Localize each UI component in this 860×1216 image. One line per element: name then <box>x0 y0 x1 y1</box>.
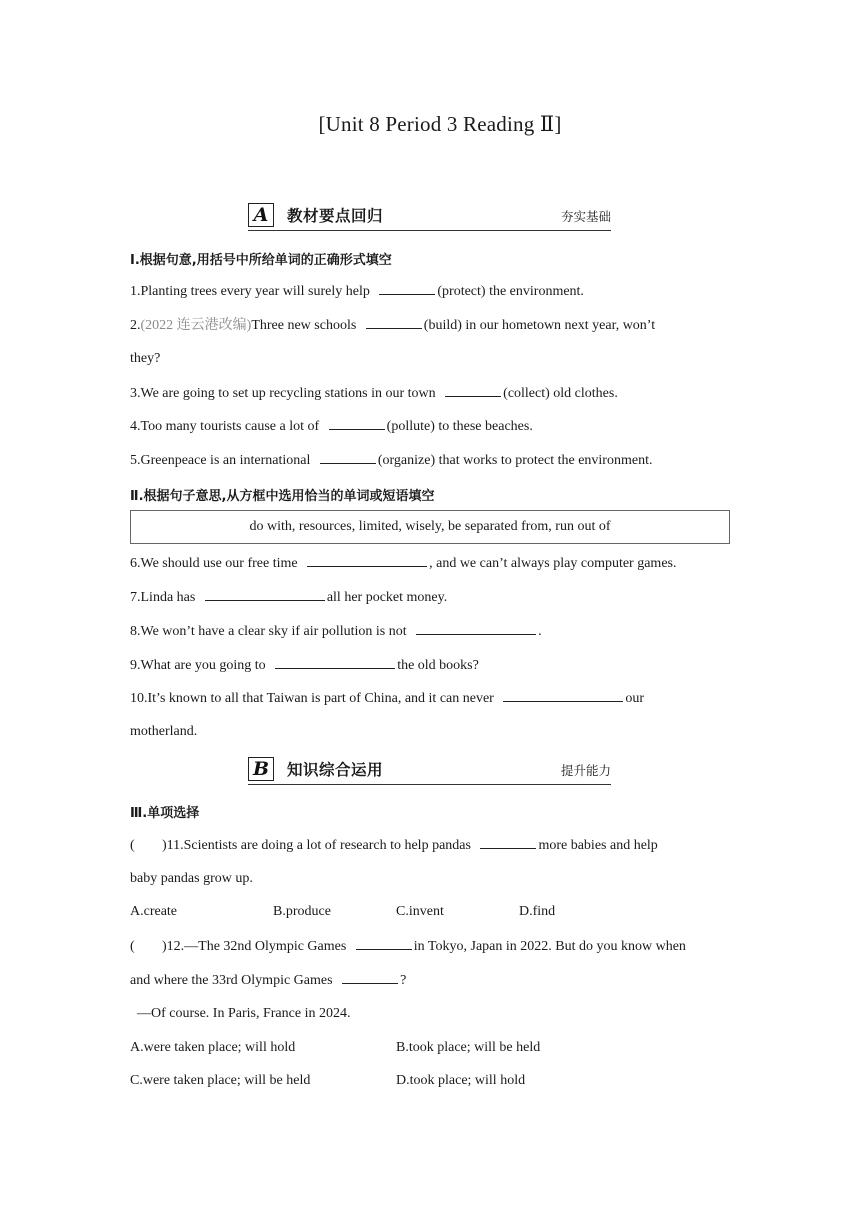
question-12-reply: —Of course. In Paris, France in 2024. <box>137 1006 351 1021</box>
section-b-subtitle: 提升能力 <box>560 763 611 778</box>
question-5: 5.Greenpeace is an international (organize) that works to protect the environment. <box>130 453 653 468</box>
part3-heading: Ⅲ.单项选择 <box>130 806 200 821</box>
option-d[interactable]: D.took place; will hold <box>396 1073 526 1088</box>
question-3: 3.We are going to set up recycling stations in our town (collect) old clothes. <box>130 386 618 401</box>
answer-blank[interactable] <box>503 689 623 702</box>
answer-blank[interactable] <box>205 588 325 601</box>
option-a[interactable]: A.create <box>130 904 178 919</box>
section-a-banner <box>248 202 611 231</box>
word-bank-box: do with, resources, limited, wisely, be separated from, run out of <box>130 510 730 544</box>
question-1: 1.Planting trees every year will surely help (protect) the environment. <box>130 284 584 299</box>
question-11: ( )11.Scientists are doing a lot of research to help pandas more babies and help <box>130 838 658 853</box>
question-11-cont: baby pandas grow up. <box>130 871 253 886</box>
section-a-title: 教材要点回归 <box>287 207 384 225</box>
section-b-badge: B <box>248 757 274 781</box>
option-b[interactable]: B.took place; will be held <box>396 1040 541 1055</box>
question-10-cont: motherland. <box>130 724 198 739</box>
answer-blank[interactable] <box>320 451 376 464</box>
question-7: 7.Linda has all her pocket money. <box>130 590 448 605</box>
answer-blank[interactable] <box>416 622 536 635</box>
question-2-cont: they? <box>130 351 161 366</box>
question-9: 9.What are you going to the old books? <box>130 658 479 673</box>
section-a-subtitle: 夯实基础 <box>560 209 611 224</box>
question-2: 2.(2022 连云港改编)Three new schools (build) in our hometown next year, won’t <box>130 318 656 333</box>
part1-heading: Ⅰ.根据句意,用括号中所给单词的正确形式填空 <box>130 253 392 268</box>
answer-blank[interactable] <box>329 417 385 430</box>
question-6: 6.We should use our free time , and we can’t always play computer games. <box>130 556 677 571</box>
option-c[interactable]: C.invent <box>396 904 444 919</box>
question-12-options-row1 <box>130 1039 540 1057</box>
section-b-banner <box>248 756 611 785</box>
question-source: (2022 连云港改编) <box>140 318 252 333</box>
question-12-cont: and where the 33rd Olympic Games ? <box>130 973 407 988</box>
question-12-options-row2 <box>130 1072 525 1090</box>
page-title: [Unit 8 Period 3 Reading Ⅱ] <box>318 112 562 136</box>
answer-blank[interactable] <box>356 937 412 950</box>
option-c[interactable]: C.were taken place; will be held <box>130 1073 311 1088</box>
answer-blank[interactable] <box>379 282 435 295</box>
question-10: 10.It’s known to all that Taiwan is part of China, and it can never our <box>130 691 645 706</box>
answer-blank[interactable] <box>445 384 501 397</box>
section-b-title: 知识综合运用 <box>287 761 384 779</box>
section-a-badge: A <box>248 203 274 227</box>
answer-blank[interactable] <box>366 316 422 329</box>
question-8: 8.We won’t have a clear sky if air pollution is not . <box>130 624 542 639</box>
answer-blank[interactable] <box>342 971 398 984</box>
answer-blank[interactable] <box>480 836 536 849</box>
question-11-options <box>130 903 555 921</box>
answer-blank[interactable] <box>307 554 427 567</box>
part2-heading: Ⅱ.根据句子意思,从方框中选用恰当的单词或短语填空 <box>130 489 435 504</box>
answer-blank[interactable] <box>275 656 395 669</box>
question-12: ( )12.—The 32nd Olympic Games in Tokyo, Japan in 2022. But do you know when <box>130 939 686 954</box>
question-4: 4.Too many tourists cause a lot of (pollute) to these beaches. <box>130 419 533 434</box>
option-a[interactable]: A.were taken place; will hold <box>130 1040 296 1055</box>
option-d[interactable]: D.find <box>519 904 556 919</box>
option-b[interactable]: B.produce <box>273 904 331 919</box>
